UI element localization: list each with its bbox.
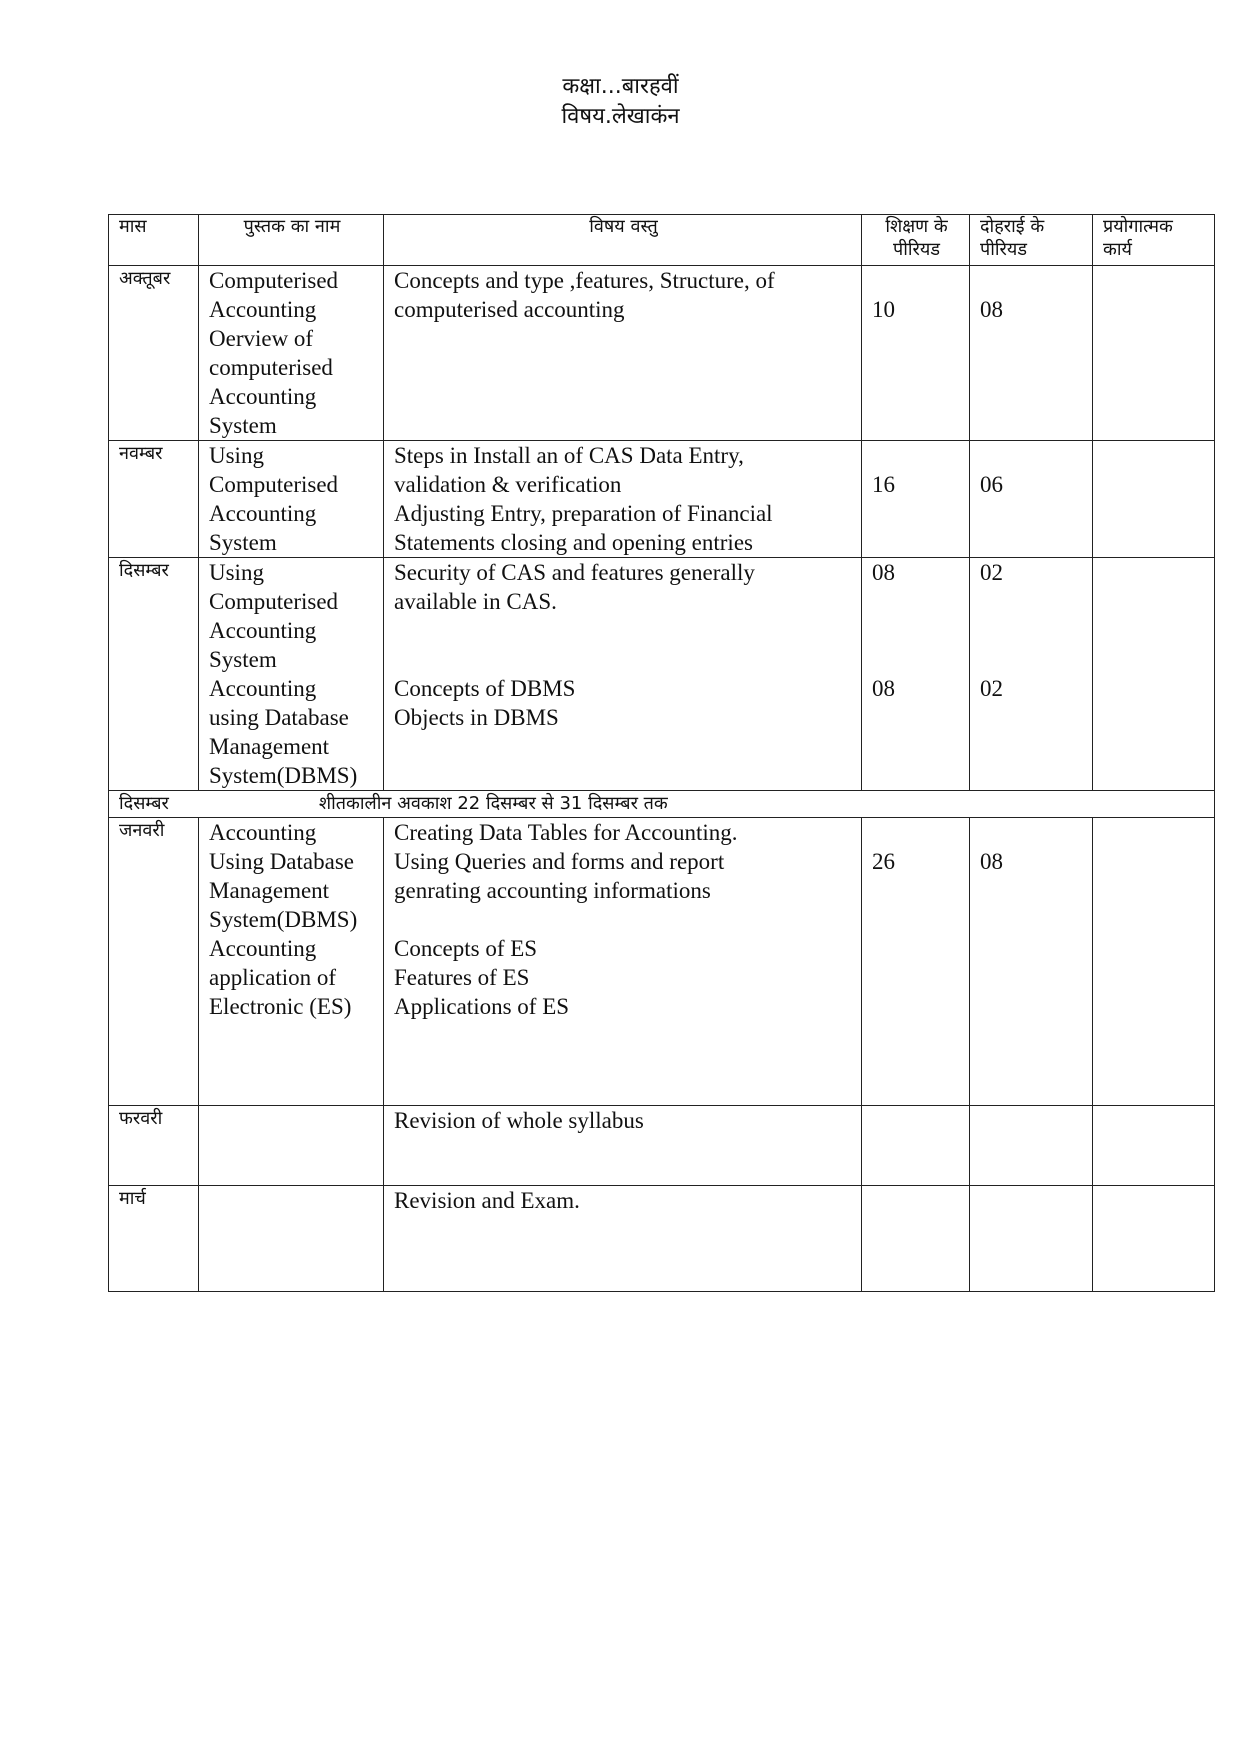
month-cell: अक्तूबर: [109, 266, 199, 441]
practical-work-cell: [1093, 818, 1215, 1106]
content-cell: Concepts and type ,features, Structure, of computerised accounting: [384, 266, 862, 441]
practical-work-cell: [1093, 558, 1215, 791]
month-cell: जनवरी: [109, 818, 199, 1106]
column-header-teaching-periods: शिक्षण के पीरियड: [862, 215, 970, 266]
revision-periods-cell: 08: [970, 266, 1093, 441]
teaching-periods-cell: 08 08: [862, 558, 970, 791]
practical-work-cell: [1093, 441, 1215, 558]
subject-heading: विषय.लेखाकंन: [561, 104, 680, 129]
teaching-periods-cell: 26: [862, 818, 970, 1106]
table-row: [109, 1186, 1215, 1292]
holiday-month: दिसम्बर: [119, 793, 169, 814]
teaching-periods-cell: [862, 1186, 970, 1292]
practical-work-cell: [1093, 1186, 1215, 1292]
table-header-row: [109, 215, 1215, 266]
practical-work-cell: [1093, 1106, 1215, 1186]
column-header-content: विषय वस्तु: [384, 215, 862, 266]
revision-periods-cell: 02 02: [970, 558, 1093, 791]
revision-periods-cell: [970, 1186, 1093, 1292]
book-cell: Using Computerised Accounting System: [199, 441, 384, 558]
book-cell: Computerised Accounting Oerview of computerised Accounting System: [199, 266, 384, 441]
content-cell: Security of CAS and features generally available in CAS. Concepts of DBMS Objects in DBMS: [384, 558, 862, 791]
column-header-practical-work: प्रयोगात्मक कार्य: [1093, 215, 1215, 266]
book-cell: Accounting Using Database Management System(DBMS) Accounting application of Electronic (ES): [199, 818, 384, 1106]
month-cell: मार्च: [109, 1186, 199, 1292]
practical-work-cell: [1093, 266, 1215, 441]
month-cell: दिसम्बर: [109, 558, 199, 791]
revision-periods-cell: [970, 1106, 1093, 1186]
holiday-text: शीतकालीन अवकाश 22 दिसम्बर से 31 दिसम्बर तक: [318, 793, 668, 814]
book-cell: Using Computerised Accounting System Accounting using Database Management System(DBMS): [199, 558, 384, 791]
book-cell: [199, 1186, 384, 1292]
holiday-row: [109, 791, 1215, 818]
teaching-periods-cell: 16: [862, 441, 970, 558]
column-header-month: मास: [109, 215, 199, 266]
revision-periods-cell: 06: [970, 441, 1093, 558]
table-row: [109, 818, 1215, 1106]
table-row: [109, 266, 1215, 441]
content-cell: Creating Data Tables for Accounting. Using Queries and forms and report genrating accounting informations Concepts of ES Features of ES Applications of ES: [384, 818, 862, 1106]
revision-periods-cell: 08: [970, 818, 1093, 1106]
teaching-periods-cell: [862, 1106, 970, 1186]
teaching-periods-cell: 10: [862, 266, 970, 441]
content-cell: Steps in Install an of CAS Data Entry, validation & verification Adjusting Entry, preparation of Financial Statements closing and opening entries: [384, 441, 862, 558]
content-cell: Revision of whole syllabus: [384, 1106, 862, 1186]
table-row: [109, 441, 1215, 558]
document-title: [0, 72, 1241, 132]
table-row: [109, 558, 1215, 791]
syllabus-table: [108, 214, 1215, 1292]
content-cell: Revision and Exam.: [384, 1186, 862, 1292]
month-cell: नवम्बर: [109, 441, 199, 558]
column-header-book: पुस्तक का नाम: [199, 215, 384, 266]
month-cell: फरवरी: [109, 1106, 199, 1186]
column-header-revision-periods: दोहराई के पीरियड: [970, 215, 1093, 266]
class-heading: कक्षा...बारहवीं: [562, 74, 679, 99]
holiday-cell: [109, 791, 1215, 818]
book-cell: [199, 1106, 384, 1186]
table-row: [109, 1106, 1215, 1186]
